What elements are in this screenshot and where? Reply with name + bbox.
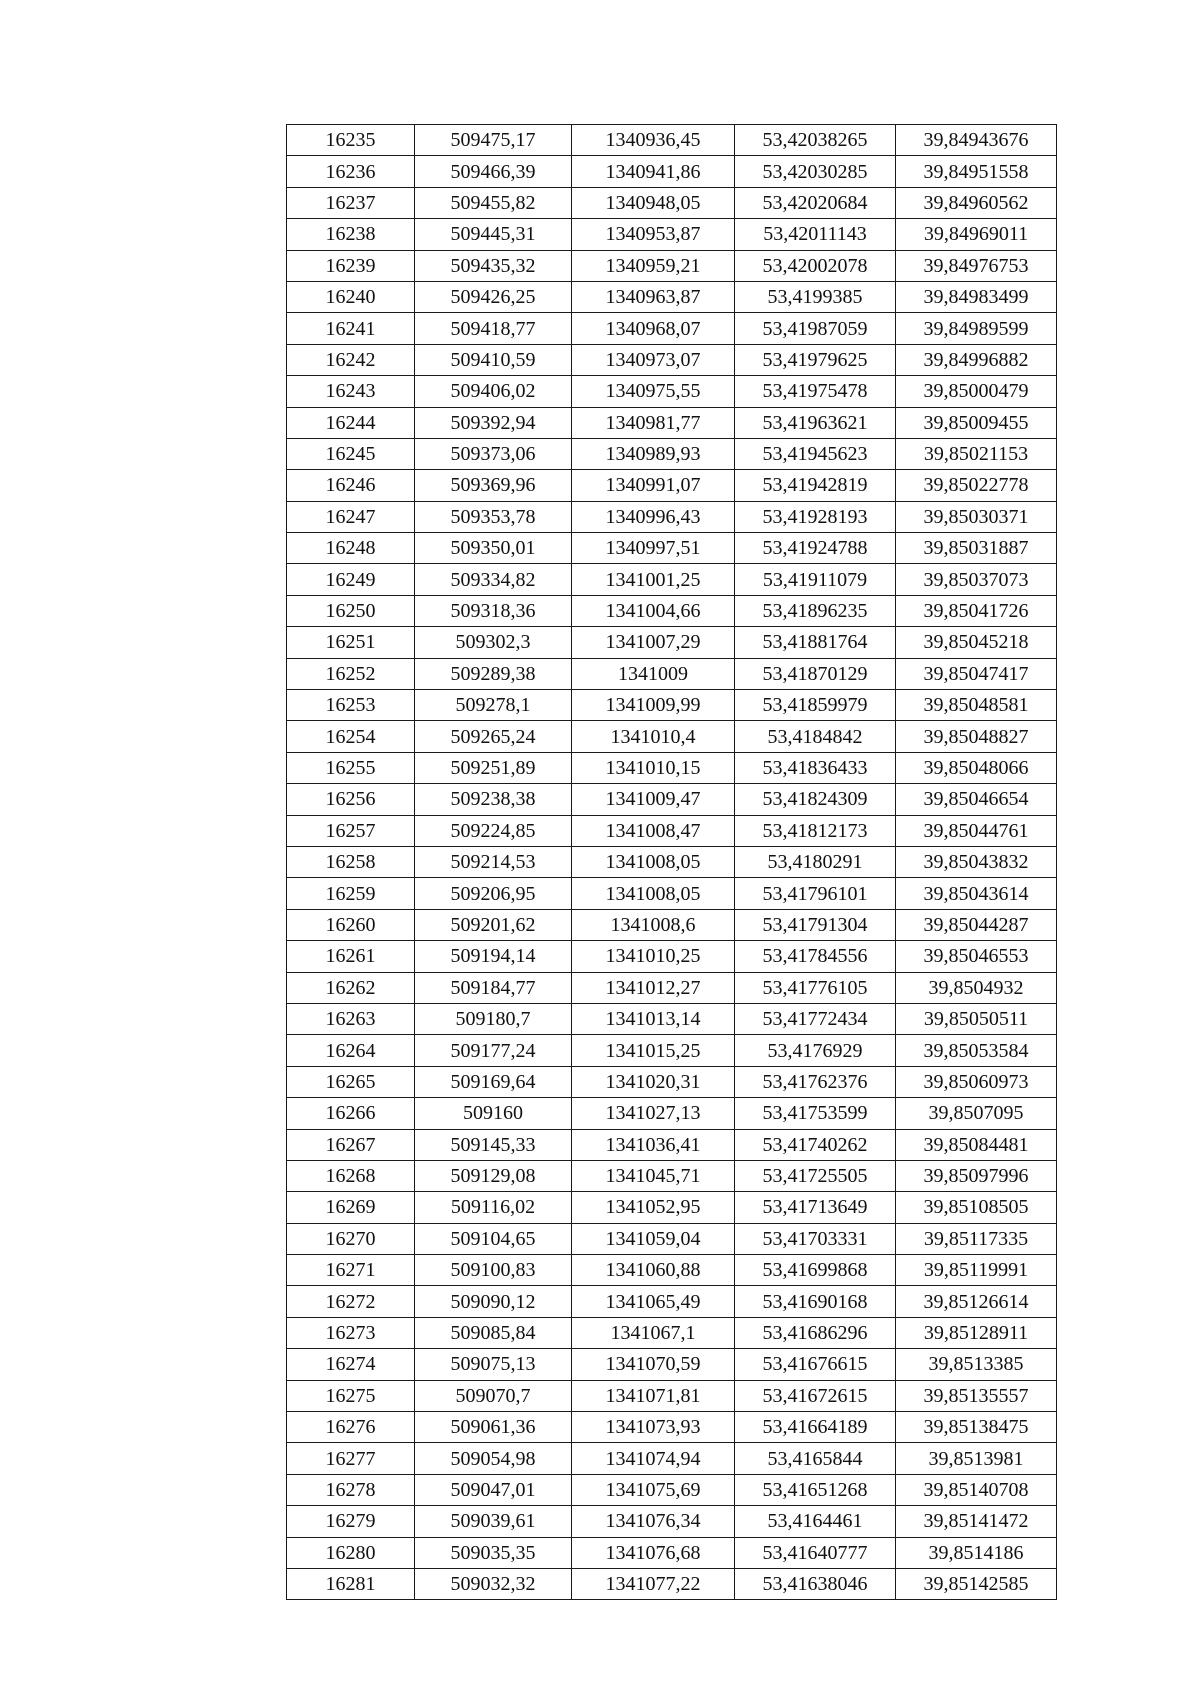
table-row (287, 125, 1057, 156)
table-row (287, 1568, 1057, 1599)
point-number-cell: 16270 (287, 1223, 415, 1254)
x-coordinate-cell: 509039,61 (415, 1506, 572, 1537)
table-row (287, 219, 1057, 250)
table-row (287, 470, 1057, 501)
x-coordinate-cell: 509085,84 (415, 1317, 572, 1348)
x-coordinate-cell: 509224,85 (415, 815, 572, 846)
table-row (287, 1223, 1057, 1254)
y-coordinate-cell: 1340968,07 (572, 313, 735, 344)
latitude-cell: 53,42020684 (735, 187, 896, 218)
y-coordinate-cell: 1341007,29 (572, 627, 735, 658)
latitude-cell: 53,41896235 (735, 595, 896, 626)
table-row (287, 564, 1057, 595)
y-coordinate-cell: 1341009,99 (572, 690, 735, 721)
table-row (287, 1066, 1057, 1097)
y-coordinate-cell: 1340936,45 (572, 125, 735, 156)
x-coordinate-cell: 509129,08 (415, 1160, 572, 1191)
x-coordinate-cell: 509180,7 (415, 1003, 572, 1034)
latitude-cell: 53,41772434 (735, 1003, 896, 1034)
table-row (287, 972, 1057, 1003)
longitude-cell: 39,85141472 (896, 1506, 1057, 1537)
longitude-cell: 39,84976753 (896, 250, 1057, 281)
x-coordinate-cell: 509410,59 (415, 344, 572, 375)
y-coordinate-cell: 1341060,88 (572, 1255, 735, 1286)
point-number-cell: 16249 (287, 564, 415, 595)
point-number-cell: 16238 (287, 219, 415, 250)
latitude-cell: 53,41638046 (735, 1568, 896, 1599)
x-coordinate-cell: 509032,32 (415, 1568, 572, 1599)
y-coordinate-cell: 1341076,68 (572, 1537, 735, 1568)
point-number-cell: 16277 (287, 1443, 415, 1474)
latitude-cell: 53,41870129 (735, 658, 896, 689)
longitude-cell: 39,84969011 (896, 219, 1057, 250)
x-coordinate-cell: 509418,77 (415, 313, 572, 344)
point-number-cell: 16242 (287, 344, 415, 375)
longitude-cell: 39,85044287 (896, 909, 1057, 940)
y-coordinate-cell: 1340941,86 (572, 156, 735, 187)
longitude-cell: 39,85084481 (896, 1129, 1057, 1160)
y-coordinate-cell: 1340996,43 (572, 501, 735, 532)
longitude-cell: 39,85117335 (896, 1223, 1057, 1254)
coordinates-table (286, 124, 1057, 1600)
x-coordinate-cell: 509265,24 (415, 721, 572, 752)
point-number-cell: 16264 (287, 1035, 415, 1066)
latitude-cell: 53,4180291 (735, 846, 896, 877)
point-number-cell: 16276 (287, 1412, 415, 1443)
latitude-cell: 53,41753599 (735, 1098, 896, 1129)
point-number-cell: 16278 (287, 1474, 415, 1505)
x-coordinate-cell: 509201,62 (415, 909, 572, 940)
y-coordinate-cell: 1340991,07 (572, 470, 735, 501)
longitude-cell: 39,84989599 (896, 313, 1057, 344)
latitude-cell: 53,41664189 (735, 1412, 896, 1443)
y-coordinate-cell: 1341059,04 (572, 1223, 735, 1254)
latitude-cell: 53,41881764 (735, 627, 896, 658)
y-coordinate-cell: 1341070,59 (572, 1349, 735, 1380)
y-coordinate-cell: 1341009,47 (572, 784, 735, 815)
y-coordinate-cell: 1341052,95 (572, 1192, 735, 1223)
latitude-cell: 53,41987059 (735, 313, 896, 344)
x-coordinate-cell: 509035,35 (415, 1537, 572, 1568)
table-row (287, 187, 1057, 218)
table-row (287, 1474, 1057, 1505)
table-row (287, 909, 1057, 940)
y-coordinate-cell: 1340948,05 (572, 187, 735, 218)
latitude-cell: 53,41725505 (735, 1160, 896, 1191)
y-coordinate-cell: 1341077,22 (572, 1568, 735, 1599)
x-coordinate-cell: 509160 (415, 1098, 572, 1129)
y-coordinate-cell: 1340973,07 (572, 344, 735, 375)
table-row (287, 376, 1057, 407)
point-number-cell: 16244 (287, 407, 415, 438)
point-number-cell: 16266 (287, 1098, 415, 1129)
point-number-cell: 16252 (287, 658, 415, 689)
table-row (287, 878, 1057, 909)
point-number-cell: 16272 (287, 1286, 415, 1317)
latitude-cell: 53,41812173 (735, 815, 896, 846)
x-coordinate-cell: 509100,83 (415, 1255, 572, 1286)
y-coordinate-cell: 1341067,1 (572, 1317, 735, 1348)
latitude-cell: 53,41836433 (735, 752, 896, 783)
table-row (287, 250, 1057, 281)
latitude-cell: 53,41740262 (735, 1129, 896, 1160)
x-coordinate-cell: 509184,77 (415, 972, 572, 1003)
y-coordinate-cell: 1341008,6 (572, 909, 735, 940)
table-row (287, 1537, 1057, 1568)
latitude-cell: 53,41676615 (735, 1349, 896, 1380)
x-coordinate-cell: 509145,33 (415, 1129, 572, 1160)
latitude-cell: 53,41791304 (735, 909, 896, 940)
latitude-cell: 53,4199385 (735, 281, 896, 312)
point-number-cell: 16280 (287, 1537, 415, 1568)
latitude-cell: 53,41924788 (735, 533, 896, 564)
longitude-cell: 39,84951558 (896, 156, 1057, 187)
table-row (287, 438, 1057, 469)
longitude-cell: 39,85142585 (896, 1568, 1057, 1599)
x-coordinate-cell: 509214,53 (415, 846, 572, 877)
table-row (287, 1192, 1057, 1223)
y-coordinate-cell: 1341045,71 (572, 1160, 735, 1191)
table-row (287, 1255, 1057, 1286)
table-row (287, 658, 1057, 689)
longitude-cell: 39,85031887 (896, 533, 1057, 564)
table-row (287, 156, 1057, 187)
latitude-cell: 53,41651268 (735, 1474, 896, 1505)
x-coordinate-cell: 509318,36 (415, 595, 572, 626)
x-coordinate-cell: 509169,64 (415, 1066, 572, 1097)
table-row (287, 1035, 1057, 1066)
y-coordinate-cell: 1341012,27 (572, 972, 735, 1003)
point-number-cell: 16268 (287, 1160, 415, 1191)
point-number-cell: 16250 (287, 595, 415, 626)
longitude-cell: 39,85045218 (896, 627, 1057, 658)
longitude-cell: 39,85046654 (896, 784, 1057, 815)
longitude-cell: 39,85046553 (896, 941, 1057, 972)
table-row (287, 1003, 1057, 1034)
point-number-cell: 16246 (287, 470, 415, 501)
y-coordinate-cell: 1340975,55 (572, 376, 735, 407)
latitude-cell: 53,4164461 (735, 1506, 896, 1537)
x-coordinate-cell: 509054,98 (415, 1443, 572, 1474)
longitude-cell: 39,85053584 (896, 1035, 1057, 1066)
y-coordinate-cell: 1341020,31 (572, 1066, 735, 1097)
table-row (287, 1098, 1057, 1129)
longitude-cell: 39,84960562 (896, 187, 1057, 218)
table-row (287, 690, 1057, 721)
longitude-cell: 39,85048827 (896, 721, 1057, 752)
y-coordinate-cell: 1340959,21 (572, 250, 735, 281)
latitude-cell: 53,41911079 (735, 564, 896, 595)
point-number-cell: 16260 (287, 909, 415, 940)
point-number-cell: 16243 (287, 376, 415, 407)
x-coordinate-cell: 509475,17 (415, 125, 572, 156)
latitude-cell: 53,41762376 (735, 1066, 896, 1097)
table-row (287, 1380, 1057, 1411)
table-row (287, 941, 1057, 972)
longitude-cell: 39,8507095 (896, 1098, 1057, 1129)
y-coordinate-cell: 1340963,87 (572, 281, 735, 312)
longitude-cell: 39,84996882 (896, 344, 1057, 375)
longitude-cell: 39,85135557 (896, 1380, 1057, 1411)
y-coordinate-cell: 1341075,69 (572, 1474, 735, 1505)
x-coordinate-cell: 509289,38 (415, 658, 572, 689)
point-number-cell: 16258 (287, 846, 415, 877)
latitude-cell: 53,41703331 (735, 1223, 896, 1254)
x-coordinate-cell: 509455,82 (415, 187, 572, 218)
latitude-cell: 53,41686296 (735, 1317, 896, 1348)
x-coordinate-cell: 509177,24 (415, 1035, 572, 1066)
latitude-cell: 53,41776105 (735, 972, 896, 1003)
point-number-cell: 16274 (287, 1349, 415, 1380)
point-number-cell: 16262 (287, 972, 415, 1003)
longitude-cell: 39,85044761 (896, 815, 1057, 846)
x-coordinate-cell: 509104,65 (415, 1223, 572, 1254)
y-coordinate-cell: 1341036,41 (572, 1129, 735, 1160)
table-row (287, 501, 1057, 532)
latitude-cell: 53,41784556 (735, 941, 896, 972)
table-row (287, 533, 1057, 564)
longitude-cell: 39,85050511 (896, 1003, 1057, 1034)
longitude-cell: 39,85041726 (896, 595, 1057, 626)
longitude-cell: 39,8504932 (896, 972, 1057, 1003)
x-coordinate-cell: 509061,36 (415, 1412, 572, 1443)
x-coordinate-cell: 509116,02 (415, 1192, 572, 1223)
table-row (287, 313, 1057, 344)
y-coordinate-cell: 1341009 (572, 658, 735, 689)
latitude-cell: 53,42038265 (735, 125, 896, 156)
longitude-cell: 39,85009455 (896, 407, 1057, 438)
y-coordinate-cell: 1341008,47 (572, 815, 735, 846)
table-row (287, 281, 1057, 312)
x-coordinate-cell: 509466,39 (415, 156, 572, 187)
longitude-cell: 39,85048066 (896, 752, 1057, 783)
longitude-cell: 39,85060973 (896, 1066, 1057, 1097)
table-row (287, 1286, 1057, 1317)
table-row (287, 1160, 1057, 1191)
x-coordinate-cell: 509353,78 (415, 501, 572, 532)
x-coordinate-cell: 509047,01 (415, 1474, 572, 1505)
latitude-cell: 53,41963621 (735, 407, 896, 438)
latitude-cell: 53,42002078 (735, 250, 896, 281)
latitude-cell: 53,41824309 (735, 784, 896, 815)
latitude-cell: 53,41699868 (735, 1255, 896, 1286)
point-number-cell: 16271 (287, 1255, 415, 1286)
y-coordinate-cell: 1341001,25 (572, 564, 735, 595)
point-number-cell: 16241 (287, 313, 415, 344)
longitude-cell: 39,85030371 (896, 501, 1057, 532)
longitude-cell: 39,8513385 (896, 1349, 1057, 1380)
point-number-cell: 16251 (287, 627, 415, 658)
latitude-cell: 53,41796101 (735, 878, 896, 909)
point-number-cell: 16248 (287, 533, 415, 564)
longitude-cell: 39,85140708 (896, 1474, 1057, 1505)
longitude-cell: 39,85138475 (896, 1412, 1057, 1443)
latitude-cell: 53,41690168 (735, 1286, 896, 1317)
point-number-cell: 16267 (287, 1129, 415, 1160)
point-number-cell: 16236 (287, 156, 415, 187)
y-coordinate-cell: 1341008,05 (572, 878, 735, 909)
table-row (287, 815, 1057, 846)
longitude-cell: 39,85037073 (896, 564, 1057, 595)
y-coordinate-cell: 1341013,14 (572, 1003, 735, 1034)
point-number-cell: 16265 (287, 1066, 415, 1097)
latitude-cell: 53,41672615 (735, 1380, 896, 1411)
table-row (287, 595, 1057, 626)
longitude-cell: 39,85128911 (896, 1317, 1057, 1348)
x-coordinate-cell: 509302,3 (415, 627, 572, 658)
point-number-cell: 16239 (287, 250, 415, 281)
x-coordinate-cell: 509406,02 (415, 376, 572, 407)
x-coordinate-cell: 509070,7 (415, 1380, 572, 1411)
x-coordinate-cell: 509369,96 (415, 470, 572, 501)
point-number-cell: 16257 (287, 815, 415, 846)
table-row (287, 1506, 1057, 1537)
point-number-cell: 16259 (287, 878, 415, 909)
x-coordinate-cell: 509090,12 (415, 1286, 572, 1317)
x-coordinate-cell: 509238,38 (415, 784, 572, 815)
point-number-cell: 16273 (287, 1317, 415, 1348)
y-coordinate-cell: 1341004,66 (572, 595, 735, 626)
table-row (287, 407, 1057, 438)
x-coordinate-cell: 509435,32 (415, 250, 572, 281)
latitude-cell: 53,41945623 (735, 438, 896, 469)
y-coordinate-cell: 1340997,51 (572, 533, 735, 564)
point-number-cell: 16237 (287, 187, 415, 218)
point-number-cell: 16235 (287, 125, 415, 156)
table-row (287, 784, 1057, 815)
y-coordinate-cell: 1341010,4 (572, 721, 735, 752)
longitude-cell: 39,8513981 (896, 1443, 1057, 1474)
longitude-cell: 39,85043832 (896, 846, 1057, 877)
point-number-cell: 16253 (287, 690, 415, 721)
latitude-cell: 53,42011143 (735, 219, 896, 250)
y-coordinate-cell: 1341010,15 (572, 752, 735, 783)
latitude-cell: 53,41859979 (735, 690, 896, 721)
latitude-cell: 53,41640777 (735, 1537, 896, 1568)
latitude-cell: 53,41942819 (735, 470, 896, 501)
table-row (287, 1317, 1057, 1348)
longitude-cell: 39,85000479 (896, 376, 1057, 407)
table-row (287, 846, 1057, 877)
longitude-cell: 39,85119991 (896, 1255, 1057, 1286)
point-number-cell: 16240 (287, 281, 415, 312)
table-row (287, 1129, 1057, 1160)
x-coordinate-cell: 509392,94 (415, 407, 572, 438)
table-row (287, 1443, 1057, 1474)
longitude-cell: 39,85048581 (896, 690, 1057, 721)
x-coordinate-cell: 509194,14 (415, 941, 572, 972)
longitude-cell: 39,85108505 (896, 1192, 1057, 1223)
y-coordinate-cell: 1341008,05 (572, 846, 735, 877)
x-coordinate-cell: 509373,06 (415, 438, 572, 469)
point-number-cell: 16261 (287, 941, 415, 972)
point-number-cell: 16269 (287, 1192, 415, 1223)
x-coordinate-cell: 509350,01 (415, 533, 572, 564)
y-coordinate-cell: 1341015,25 (572, 1035, 735, 1066)
table-row (287, 1412, 1057, 1443)
longitude-cell: 39,85126614 (896, 1286, 1057, 1317)
x-coordinate-cell: 509278,1 (415, 690, 572, 721)
longitude-cell: 39,85021153 (896, 438, 1057, 469)
longitude-cell: 39,85047417 (896, 658, 1057, 689)
point-number-cell: 16254 (287, 721, 415, 752)
longitude-cell: 39,85097996 (896, 1160, 1057, 1191)
table-row (287, 721, 1057, 752)
point-number-cell: 16275 (287, 1380, 415, 1411)
x-coordinate-cell: 509251,89 (415, 752, 572, 783)
latitude-cell: 53,41713649 (735, 1192, 896, 1223)
latitude-cell: 53,4165844 (735, 1443, 896, 1474)
x-coordinate-cell: 509445,31 (415, 219, 572, 250)
point-number-cell: 16256 (287, 784, 415, 815)
y-coordinate-cell: 1340953,87 (572, 219, 735, 250)
point-number-cell: 16279 (287, 1506, 415, 1537)
latitude-cell: 53,4176929 (735, 1035, 896, 1066)
y-coordinate-cell: 1341027,13 (572, 1098, 735, 1129)
point-number-cell: 16263 (287, 1003, 415, 1034)
point-number-cell: 16247 (287, 501, 415, 532)
y-coordinate-cell: 1340981,77 (572, 407, 735, 438)
x-coordinate-cell: 509334,82 (415, 564, 572, 595)
table-row (287, 627, 1057, 658)
y-coordinate-cell: 1341076,34 (572, 1506, 735, 1537)
longitude-cell: 39,85022778 (896, 470, 1057, 501)
y-coordinate-cell: 1340989,93 (572, 438, 735, 469)
x-coordinate-cell: 509426,25 (415, 281, 572, 312)
y-coordinate-cell: 1341073,93 (572, 1412, 735, 1443)
table-row (287, 752, 1057, 783)
table-row (287, 1349, 1057, 1380)
x-coordinate-cell: 509206,95 (415, 878, 572, 909)
y-coordinate-cell: 1341071,81 (572, 1380, 735, 1411)
point-number-cell: 16245 (287, 438, 415, 469)
coordinates-table-body (287, 125, 1057, 1600)
y-coordinate-cell: 1341010,25 (572, 941, 735, 972)
x-coordinate-cell: 509075,13 (415, 1349, 572, 1380)
y-coordinate-cell: 1341074,94 (572, 1443, 735, 1474)
latitude-cell: 53,41975478 (735, 376, 896, 407)
latitude-cell: 53,41928193 (735, 501, 896, 532)
longitude-cell: 39,85043614 (896, 878, 1057, 909)
latitude-cell: 53,42030285 (735, 156, 896, 187)
table-row (287, 344, 1057, 375)
longitude-cell: 39,8514186 (896, 1537, 1057, 1568)
latitude-cell: 53,41979625 (735, 344, 896, 375)
point-number-cell: 16281 (287, 1568, 415, 1599)
latitude-cell: 53,4184842 (735, 721, 896, 752)
point-number-cell: 16255 (287, 752, 415, 783)
longitude-cell: 39,84943676 (896, 125, 1057, 156)
y-coordinate-cell: 1341065,49 (572, 1286, 735, 1317)
longitude-cell: 39,84983499 (896, 281, 1057, 312)
